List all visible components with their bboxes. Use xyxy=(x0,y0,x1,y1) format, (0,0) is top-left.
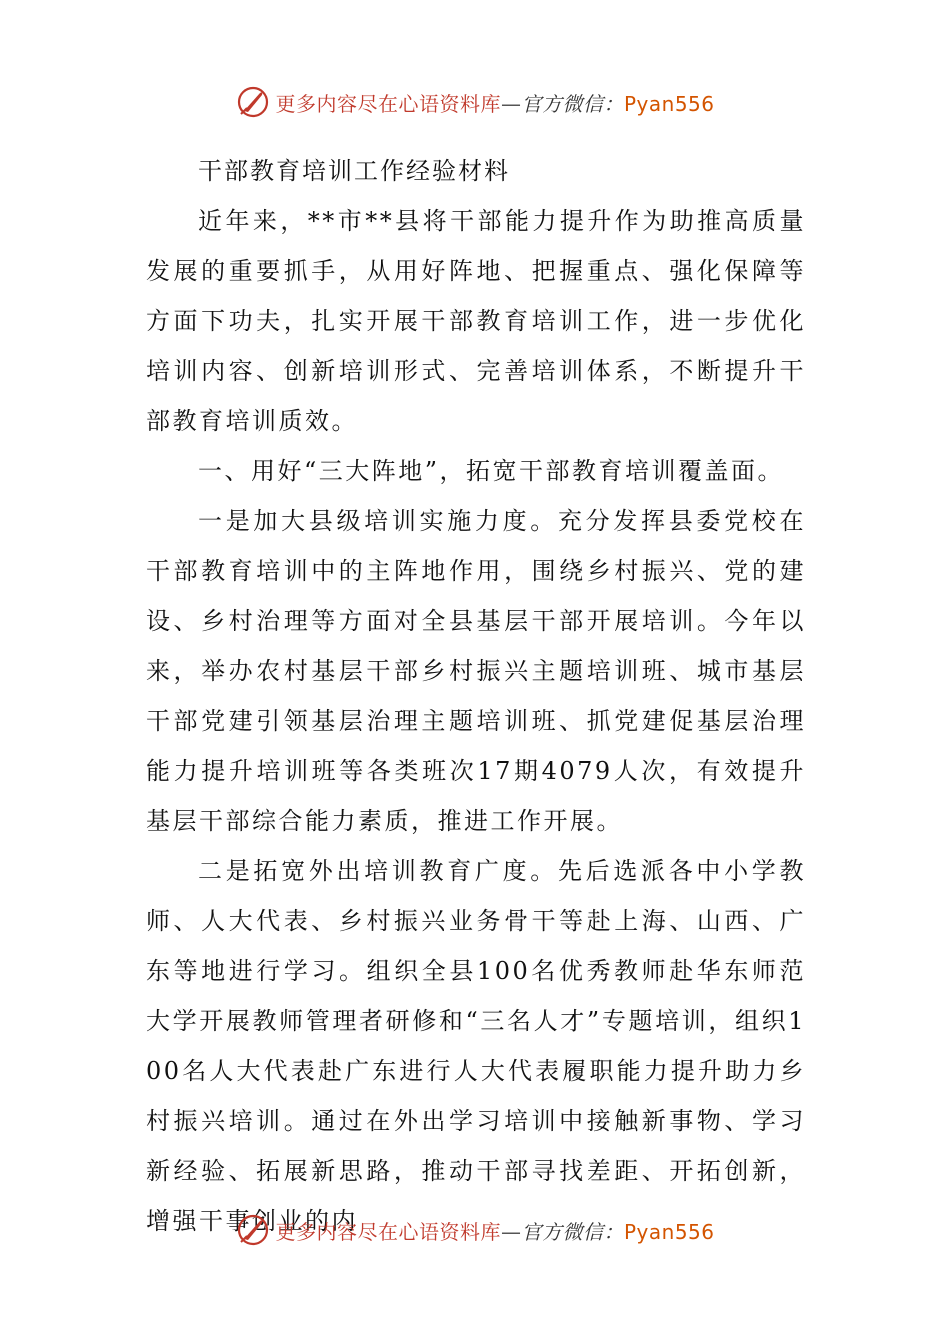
watermark-separator: — xyxy=(500,91,522,116)
section-heading-1: 一、用好“三大阵地”，拓宽干部教育培训覆盖面。 xyxy=(198,457,785,485)
paragraph-external-training: 二是拓宽外出培训教育广度。先后选派各中小学教师、人大代表、乡村振兴业务骨干等赴上海、山西、广东等地进行学习。组织全县100名优秀教师赴华东师范大学开展教师管理者研修和“三名人才”专题培训，组织100名人大代表赴广东进行人大代表履职能力提升助力乡村振兴培训。通过在外出学习培训中接触新事物、学习新经验、拓展新思路，推动干部寻找差距、开拓创新，增强干事创业的内 xyxy=(146,857,806,1235)
watermark-site: 更多内容尽在心语资料库 xyxy=(275,1219,501,1244)
watermark-handle: Pyan556 xyxy=(623,1219,715,1244)
watermark-label: 官方微信： xyxy=(521,1219,624,1244)
header-watermark xyxy=(0,80,950,124)
paragraph-intro: 近年来，**市**县将干部能力提升作为助推高质量发展的重要抓手，从用好阵地、把握重点、强化保障等方面下功夫，扎实开展干部教育培训工作，进一步优化培训内容、创新培训形式、完善培训体系，不断提升干部教育培训质效。 xyxy=(146,207,806,435)
watermark-label: 官方微信： xyxy=(521,91,624,116)
quill-logo-icon xyxy=(235,84,271,120)
watermark-separator: — xyxy=(500,1219,522,1244)
watermark-site: 更多内容尽在心语资料库 xyxy=(275,91,501,116)
document-body xyxy=(146,146,806,1246)
quill-logo-icon xyxy=(235,1212,271,1248)
document-title: 干部教育培训工作经验材料 xyxy=(198,157,510,185)
watermark-handle: Pyan556 xyxy=(623,91,715,116)
footer-watermark xyxy=(0,1208,950,1252)
paragraph-county-training: 一是加大县级培训实施力度。充分发挥县委党校在干部教育培训中的主阵地作用，围绕乡村振兴、党的建设、乡村治理等方面对全县基层干部开展培训。今年以来，举办农村基层干部乡村振兴主题培训班、城市基层干部党建引领基层治理主题培训班、抓党建促基层治理能力提升培训班等各类班次17期4079人次，有效提升基层干部综合能力素质，推进工作开展。 xyxy=(146,507,806,835)
